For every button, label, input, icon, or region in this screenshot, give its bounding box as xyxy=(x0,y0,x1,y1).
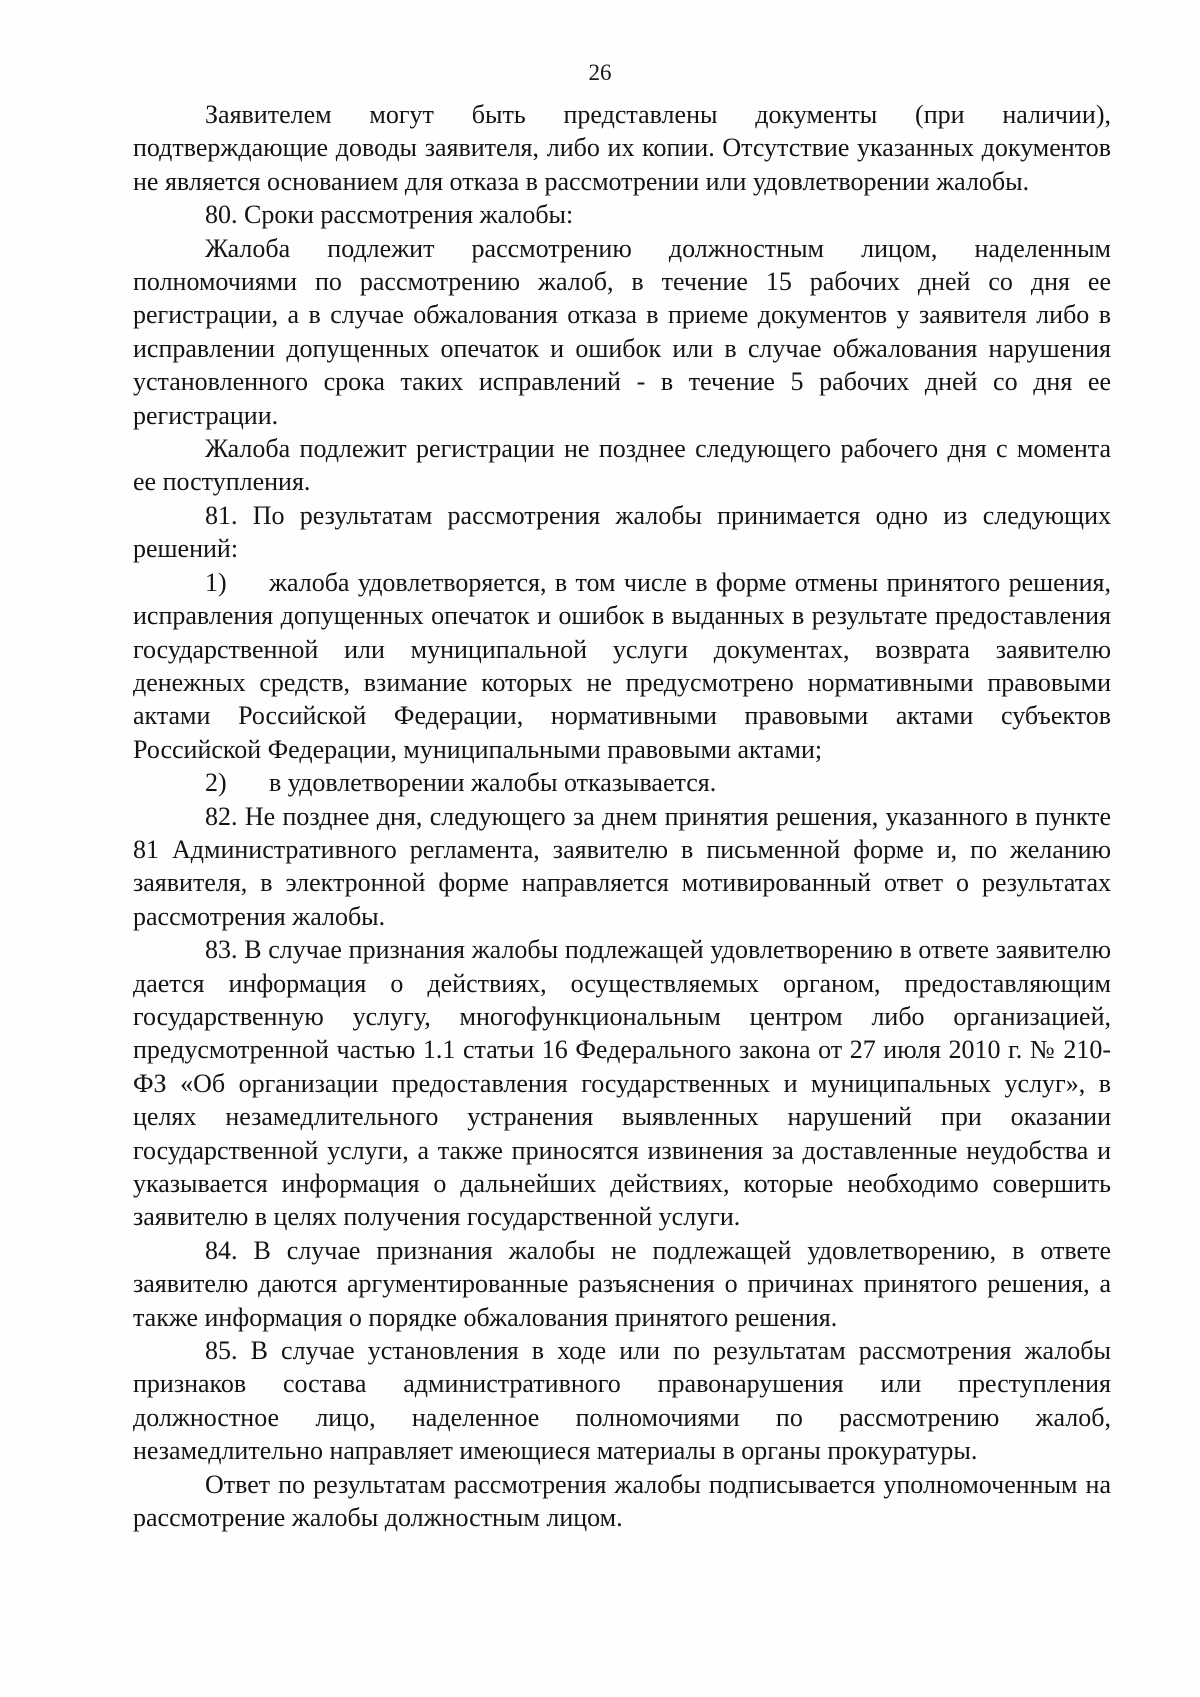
list-item-2-text: в удовлетворении жалобы отказывается. xyxy=(269,768,717,798)
list-item-1-text: жалоба удовлетворяется, в том числе в форме отмены принятого решения, исправления допущенных опечаток и ошибок в выданных в результате предоставления государственной или муниципальной услуги документах, возврата заявителю денежных средств, взимание которых не предусмотрено нормативными правовыми актами Российской Федерации, нормативными правовыми актами субъектов Российской Федерации, муниципальными правовыми актами; xyxy=(133,567,1111,764)
list-item-2 xyxy=(133,766,1111,799)
list-item-1-number: 1) xyxy=(205,567,227,597)
paragraph-documents: Заявителем могут быть представлены документы (при наличии), подтверждающие доводы заявителя, либо их копии. Отсутствие указанных документов не является основанием для отказа в рассмотрении или удовлетворении жалобы. xyxy=(133,100,1111,196)
paragraph-84: 84. В случае признания жалобы не подлежащей удовлетворению, в ответе заявителю даются аргументированные разъяснения о причинах принятого решения, а также информация о порядке обжалования принятого решения. xyxy=(133,1235,1111,1332)
paragraph-83: 83. В случае признания жалобы подлежащей удовлетворению в ответе заявителю дается информация о действиях, осуществляемых органом, предоставляющим государственную услугу, многофункциональным центром либо организацией, предусмотренной частью 1.1 статьи 16 Федерального закона от 27 июля 2010 г. № 210-ФЗ «Об организации предоставления государственных и муниципальных услуг», в целях незамедлительного устранения выявленных нарушений при оказании государственной услуги, а также приносятся извинения за доставленные неудобства и указывается информация о дальнейших действиях, которые необходимо совершить заявителю в целях получения государственной услуги. xyxy=(133,935,1111,1232)
page-number: 26 xyxy=(588,60,612,85)
paragraph-80-heading: 80. Сроки рассмотрения жалобы: xyxy=(205,200,574,230)
paragraph-82: 82. Не позднее дня, следующего за днем принятия решения, указанного в пункте 81 Административного регламента, заявителю в письменной форме и, по желанию заявителя, в электронной форме направляется мотивированный ответ о результатах рассмотрения жалобы. xyxy=(133,801,1111,931)
document-body xyxy=(133,98,1111,1534)
paragraph-81: 81. По результатам рассмотрения жалобы принимается одно из следующих решений: xyxy=(133,500,1111,564)
paragraph-80-terms: Жалоба подлежит рассмотрению должностным лицом, наделенным полномочиями по рассмотрению жалоб, в течение 15 рабочих дней со дня ее регистрации, а в случае обжалования отказа в приеме документов у заявителя либо в исправлении допущенных опечаток и ошибок или в случае обжалования нарушения установленного срока таких исправлений - в течение 5 рабочих дней со дня ее регистрации. xyxy=(133,233,1111,430)
list-item-2-number: 2) xyxy=(205,768,227,798)
paragraph-answer-signature: Ответ по результатам рассмотрения жалобы подписывается уполномоченным на рассмотрение жалобы должностным лицом. xyxy=(133,1469,1111,1533)
list-item-1 xyxy=(133,566,1111,766)
paragraph-80-registration: Жалоба подлежит регистрации не позднее следующего рабочего дня с момента ее поступления. xyxy=(133,434,1111,497)
paragraph-85: 85. В случае установления в ходе или по результатам рассмотрения жалобы признаков состава административного правонарушения или преступления должностное лицо, наделенное полномочиями по рассмотрению жалоб, незамедлительно направляет имеющиеся материалы в органы прокуратуры. xyxy=(133,1336,1111,1466)
